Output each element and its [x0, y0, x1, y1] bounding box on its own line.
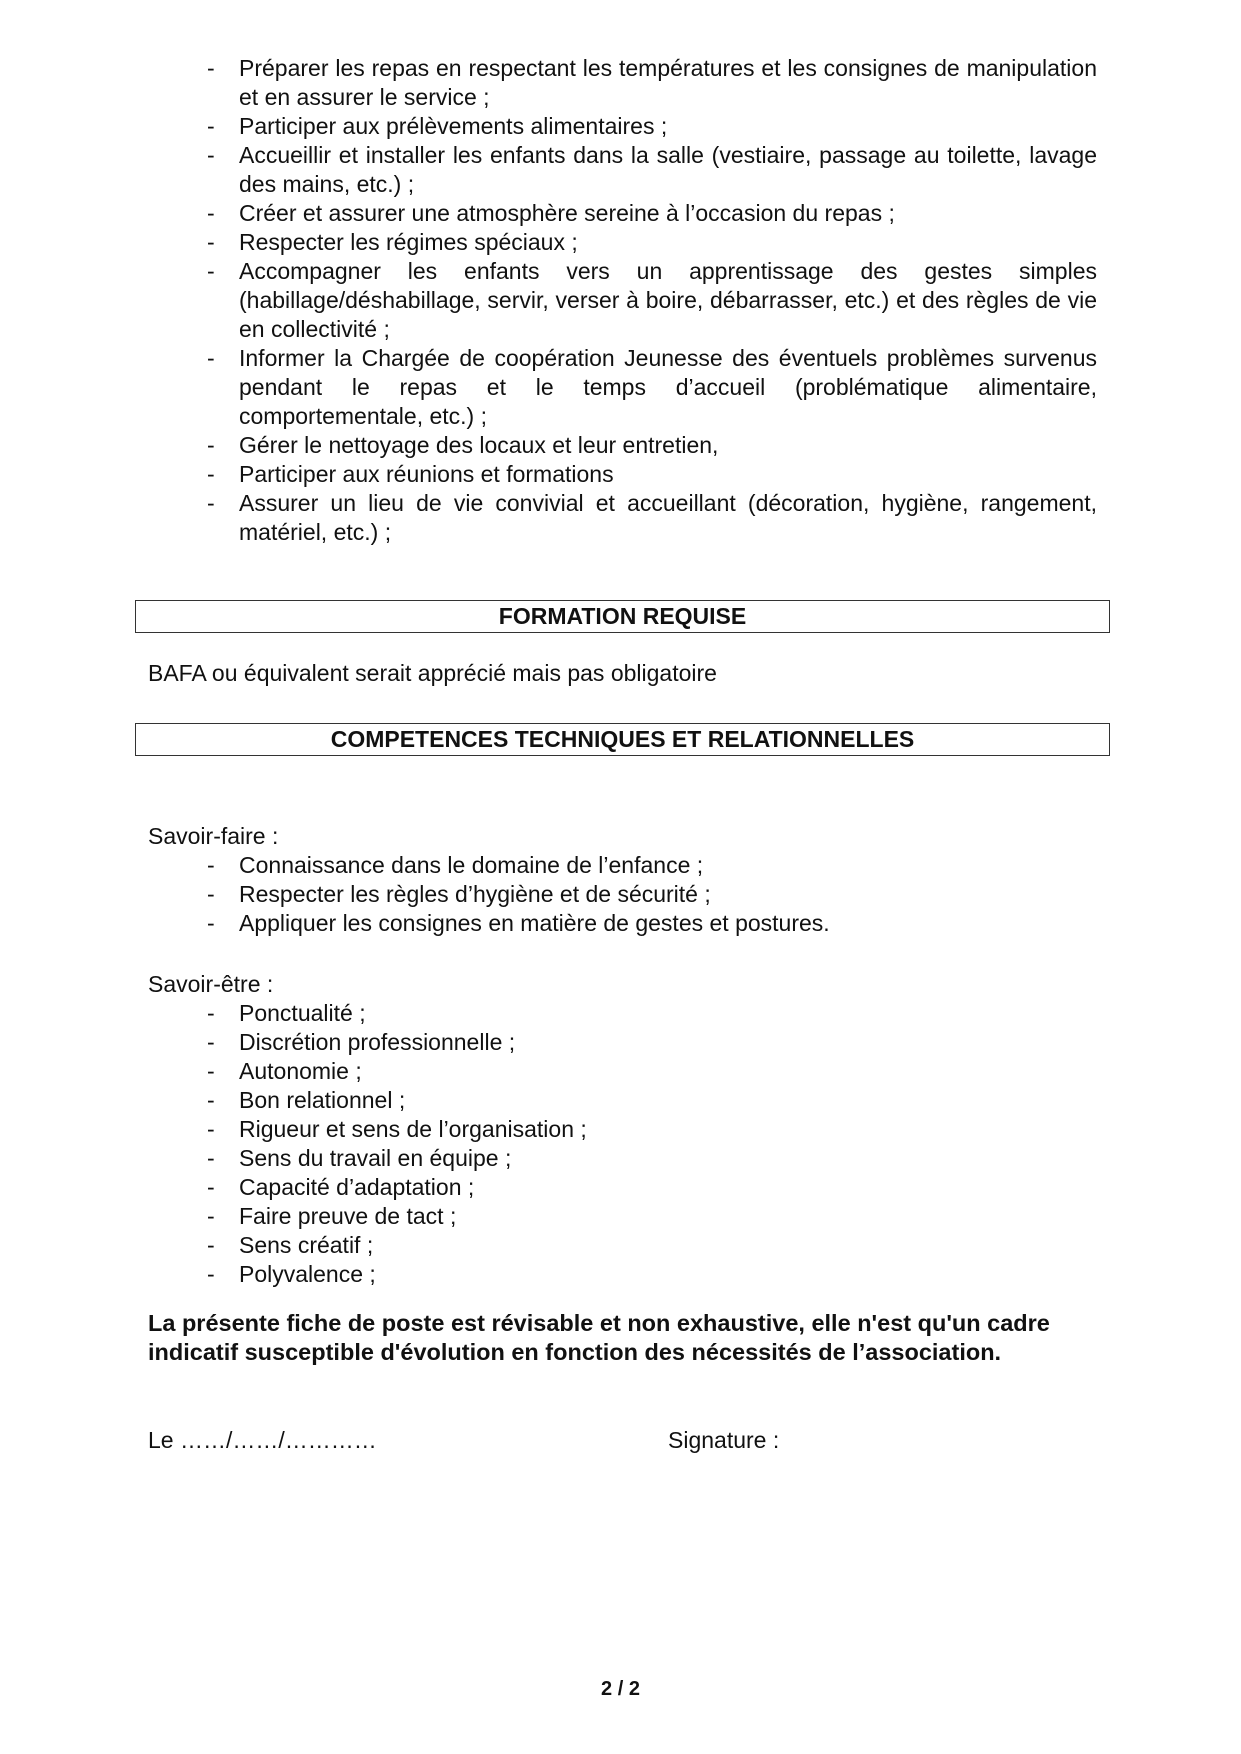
- list-item: - Polyvalence ;: [207, 1260, 1097, 1289]
- list-item: - Respecter les règles d’hygiène et de sécurité ;: [207, 880, 1097, 909]
- list-item: - Créer et assurer une atmosphère sereine à l’occasion du repas ;: [207, 199, 1097, 228]
- formation-heading: FORMATION REQUISE: [135, 600, 1110, 633]
- list-item: - Sens du travail en équipe ;: [207, 1144, 1097, 1173]
- date-line: Le ……/……/…………: [148, 1427, 377, 1453]
- list-item: - Bon relationnel ;: [207, 1086, 1097, 1115]
- list-item: - Informer la Chargée de coopération Jeunesse des éventuels problèmes survenus pendant le repas et le temps d’accueil (problématique alimentaire, comportementale, etc.) ;: [207, 344, 1097, 431]
- list-item: - Ponctualité ;: [207, 999, 1097, 1028]
- savoir-etre-label: Savoir-être :: [148, 971, 274, 997]
- list-item: - Accompagner les enfants vers un apprentissage des gestes simples (habillage/déshabillage, servir, verser à boire, débarrasser, etc.) et des règles de vie en collectivité ;: [207, 257, 1097, 344]
- savoir-faire-label: Savoir-faire :: [148, 823, 279, 849]
- list-item: - Connaissance dans le domaine de l’enfance ;: [207, 851, 1097, 880]
- formation-text: BAFA ou équivalent serait apprécié mais pas obligatoire: [148, 660, 717, 686]
- list-item: - Participer aux prélèvements alimentaires ;: [207, 112, 1097, 141]
- list-item: - Participer aux réunions et formations: [207, 460, 1097, 489]
- list-item: - Sens créatif ;: [207, 1231, 1097, 1260]
- list-item: - Préparer les repas en respectant les températures et les consignes de manipulation et en assurer le service ;: [207, 54, 1097, 112]
- list-item: - Capacité d’adaptation ;: [207, 1173, 1097, 1202]
- list-item: - Discrétion professionnelle ;: [207, 1028, 1097, 1057]
- list-item: - Faire preuve de tact ;: [207, 1202, 1097, 1231]
- list-item: - Accueillir et installer les enfants dans la salle (vestiaire, passage au toilette, lavage des mains, etc.) ;: [207, 141, 1097, 199]
- list-item: - Rigueur et sens de l’organisation ;: [207, 1115, 1097, 1144]
- page-number: 2 / 2: [601, 1678, 640, 1700]
- savoir-etre-list: [207, 999, 1097, 1289]
- list-item: - Appliquer les consignes en matière de gestes et postures.: [207, 909, 1097, 938]
- signature-label: Signature :: [668, 1427, 780, 1453]
- list-item: - Assurer un lieu de vie convivial et accueillant (décoration, hygiène, rangement, matériel, etc.) ;: [207, 489, 1097, 547]
- competences-heading: COMPETENCES TECHNIQUES ET RELATIONNELLES: [135, 723, 1110, 756]
- list-item: - Respecter les régimes spéciaux ;: [207, 228, 1097, 257]
- savoir-faire-list: [207, 851, 1097, 938]
- task-list: [207, 54, 1097, 547]
- disclaimer-note: La présente fiche de poste est révisable et non exhaustive, elle n'est qu'un cadre indicatif susceptible d'évolution en fonction des nécessités de l’association.: [148, 1310, 1050, 1365]
- list-item: - Autonomie ;: [207, 1057, 1097, 1086]
- list-item: - Gérer le nettoyage des locaux et leur entretien,: [207, 431, 1097, 460]
